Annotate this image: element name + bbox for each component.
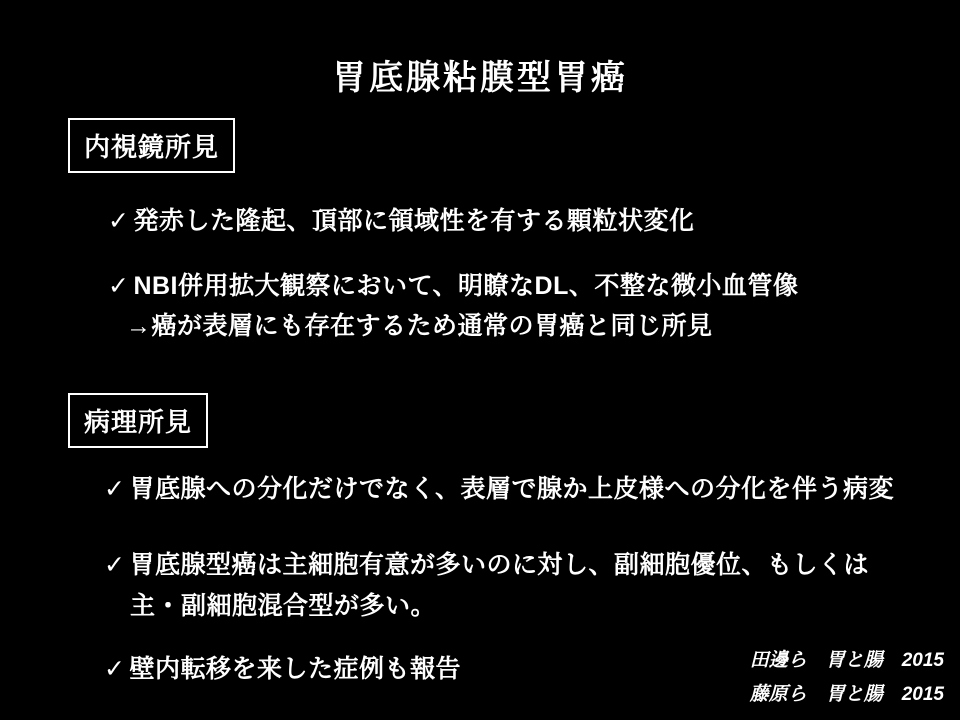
check-icon: ✓ [104,655,126,683]
section-heading-pathology: 病理所見 [68,393,208,448]
bullet-pathology-1 [104,469,894,505]
check-icon: ✓ [104,475,126,503]
check-icon: ✓ [104,551,126,579]
bullet-text: 胃底腺型癌は主細胞有意が多いのに対し、副細胞優位、もしくは [129,551,869,579]
check-icon: ✓ [108,207,130,235]
bullet-text: 発赤した隆起、頂部に領域性を有する顆粒状変化 [133,207,695,235]
bullet-text: NBI併用拡大観察において、明瞭なDL、不整な微小血管像 [133,272,799,300]
bullet-endoscopy-2 [108,266,798,302]
bullet-text: 胃底腺への分化だけでなく、表層で腺か上皮様への分化を伴う病変 [129,475,894,503]
bullet-text: 壁内転移を来した症例も報告 [129,655,461,683]
bullet-pathology-2 [104,545,869,581]
bullet-pathology-3 [104,649,461,685]
slide-title: 胃底腺粘膜型胃癌 [332,59,628,97]
section-heading-endoscopy: 内視鏡所見 [68,118,235,173]
bullet-endoscopy-2-subnote: →癌が表層にも存在するため通常の胃癌と同じ所見 [126,312,713,340]
bullet-endoscopy-1 [108,201,694,237]
citation-line: 田邊ら 胃と腸 2015 [749,649,944,671]
citations [750,644,944,712]
check-icon: ✓ [108,272,130,300]
citation-line: 藤原ら 胃と腸 2015 [749,683,944,705]
bullet-pathology-2-continuation: 主・副細胞混合型が多い。 [130,592,437,620]
